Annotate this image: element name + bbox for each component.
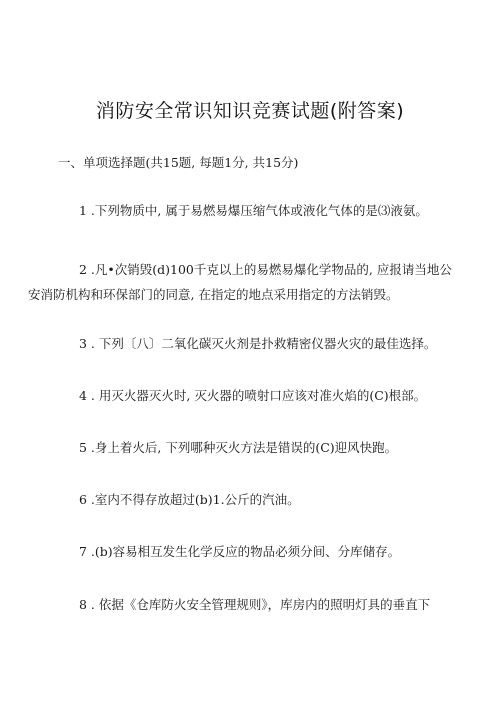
question-2: 2 .凡•次销毁(d)100千克以上的易燃易爆化学物品的, 应报请当地公	[79, 262, 452, 277]
question-6: 6 .室内不得存放超过(b)1.公斤的汽油。	[79, 492, 300, 507]
question-8: 8 . 依据《仓库防火安全管理规则》，库房内的照明灯具的垂直下	[79, 597, 431, 612]
question-7: 7 .(b)容易相互发生化学反应的物品必须分间、分库储存。	[79, 544, 401, 559]
question-1: 1 .下列物质中, 属于易燃易爆压缩气体或液化气体的是⑶液氨。	[79, 203, 428, 218]
question-5: 5 .身上着火后, 下列哪种灭火方法是错误的(C)迎风快跑。	[79, 440, 398, 455]
document-title: 消防安全常识知识竞赛试题(附答案)	[95, 100, 405, 122]
section-heading: 一、单项选择题(共15题, 每题1分, 共15分)	[58, 155, 299, 170]
question-4: 4 . 用灭火器灭火时, 灭火器的喷射口应该对准火焰的(C)根部。	[79, 388, 427, 403]
question-3: 3 . 下列〔八〕二氧化碳灭火剂是扑救精密仪器火灾的最佳选择。	[79, 336, 437, 351]
question-2-continuation: 安消防机构和环保部门的同意, 在指定的地点采用指定的方法销毁。	[28, 287, 399, 302]
